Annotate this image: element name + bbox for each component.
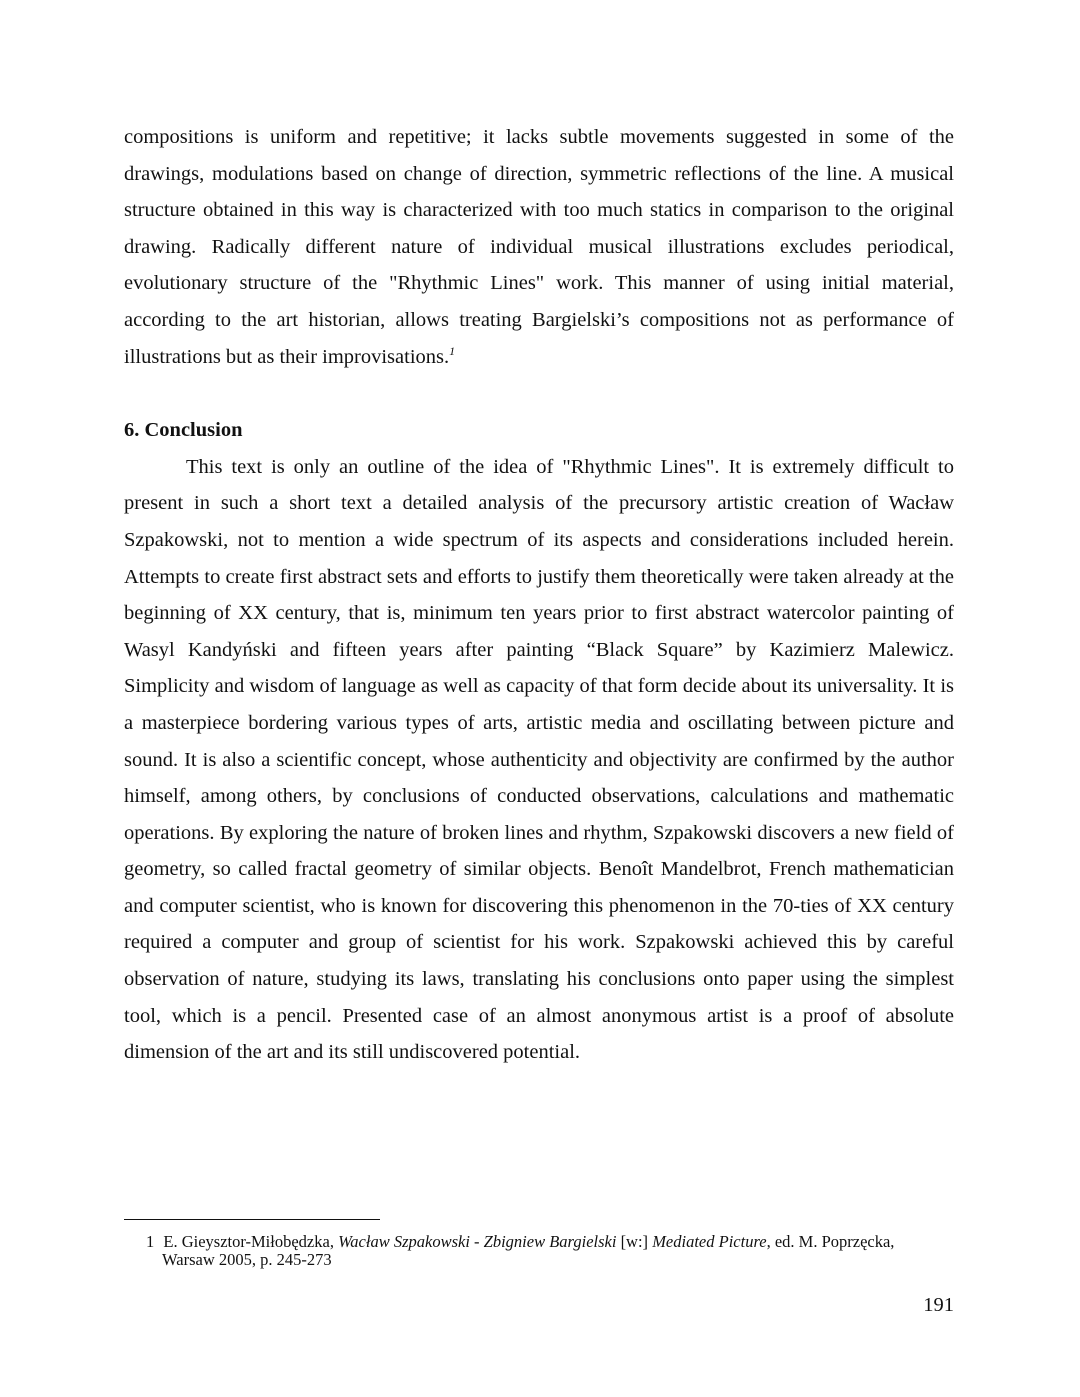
footnote-book: Mediated Picture <box>652 1232 767 1251</box>
footnote-author: E. Gieysztor-Miłobędzka, <box>163 1232 334 1251</box>
footnote-place-pages: Warsaw 2005, p. 245-273 <box>162 1250 332 1269</box>
footnote-title: Wacław Szpakowski - Zbigniew Bargielski <box>338 1232 617 1251</box>
paragraph-text: compositions is uniform and repetitive; it lacks subtle movements suggested in some of the drawings, modulations based on change of direction, symmetric reflections of the line. A musical structure obtained in this way is characterized with too much statics in comparison to the original drawing. Radically different nature of individual musical illustrations excludes periodical, evolutionary structure of the "Rhythmic Lines" work. This manner of using initial material, according to the art historian, allows treating Bargielski’s compositions not as performance of illustrations but as their improvisations. <box>124 126 954 368</box>
page-body <box>124 118 954 1071</box>
footnote-in-marker: [w:] <box>620 1232 649 1251</box>
section-heading: 6. Conclusion <box>124 419 243 442</box>
paragraph-continuation <box>124 119 954 375</box>
footnote-reference[interactable]: 1 <box>449 343 456 358</box>
footnote-line <box>124 1233 954 1251</box>
footnote-divider <box>124 1219 380 1220</box>
footnote-number: 1 <box>146 1232 155 1251</box>
footnote <box>124 1233 954 1269</box>
footnote-editor: , ed. M. Poprzęcka, <box>766 1232 895 1251</box>
conclusion-paragraph: This text is only an outline of the idea of "Rhythmic Lines". It is extremely difficult to present in such a short text a detailed analysis of the precursory artistic creation of Wacław Szpakowski, not to mention a wide spectrum of its aspects and considerations included herein. Attempts to create first abstract sets and efforts to justify them theoretically were taken already at the beginning of XX century, that is, minimum ten years prior to first abstract watercolor painting of Wasyl Kandyński and fifteen years after painting “Black Square” by Kazimierz Malewicz. Simplicity and wisdom of language as well as capacity of that form decide about its universality. It is a masterpiece bordering various types of arts, artistic media and oscillating between picture and sound. It is also a scientific concept, whose authenticity and objectivity are confirmed by the author himself, among others, by conclusions of conducted observations, calculations and mathematic operations. By exploring the nature of broken lines and rhythm, Szpakowski discovers a new field of geometry, so called fractal geometry of similar objects. Benoît Mandelbrot, French mathematician and computer scientist, who is known for discovering this phenomenon in the 70-ties of XX century required a computer and group of scientist for his work. Szpakowski achieved this by careful observation of nature, studying its laws, translating his conclusions onto paper using the simplest tool, which is a pencil. Presented case of an almost anonymous artist is a proof of absolute dimension of the art and its still undiscovered potential. <box>124 455 954 1064</box>
page-number: 191 <box>923 1294 954 1316</box>
